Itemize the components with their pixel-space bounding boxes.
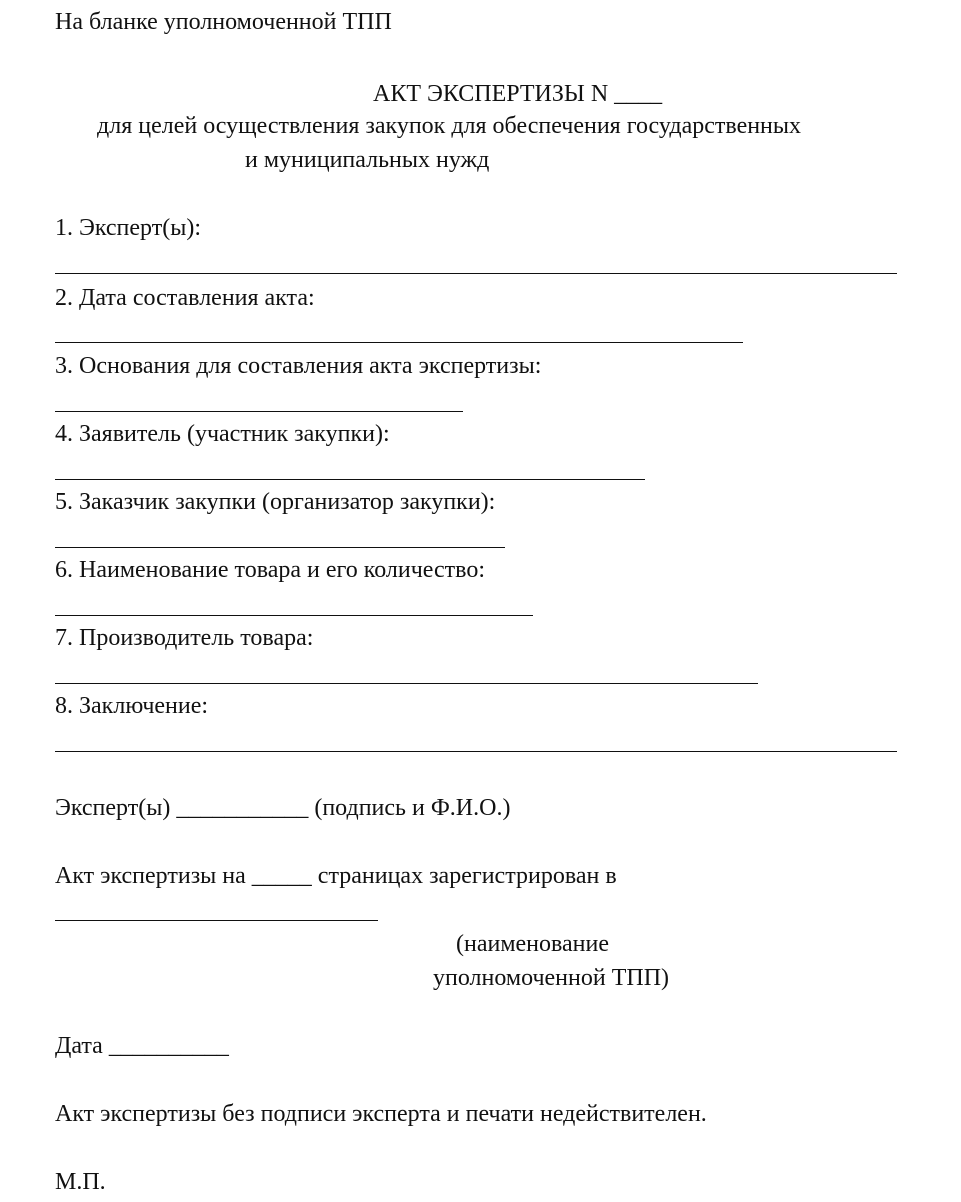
- field-goods-label: 6. Наименование товара и его количество:: [55, 557, 485, 583]
- field-applicant-blank-line: [55, 479, 645, 480]
- field-act-date-label: 2. Дата составления акта:: [55, 285, 315, 311]
- validity-note: Акт экспертизы без подписи эксперта и печати недействителен.: [55, 1101, 707, 1127]
- registration-pages-blank: _____: [251, 863, 312, 889]
- field-manufacturer-blank-line: [55, 683, 758, 684]
- field-experts-blank-line: [55, 273, 897, 274]
- letterhead-note: На бланке уполномоченной ТПП: [55, 9, 392, 35]
- field-grounds-label: 3. Основания для составления акта экспертизы:: [55, 353, 542, 379]
- registration-org-caption-line-2: уполномоченной ТПП): [433, 965, 670, 991]
- field-grounds-blank-line: [55, 411, 463, 412]
- signature-label: Эксперт(ы): [55, 795, 171, 821]
- field-conclusion-blank-line: [55, 751, 897, 752]
- field-conclusion-label: 8. Заключение:: [55, 693, 209, 719]
- signature-caption: (подпись и Ф.И.О.): [314, 795, 511, 821]
- signature-line: [55, 794, 510, 822]
- date-blank: __________: [108, 1033, 229, 1059]
- seal-place-mark: М.П.: [55, 1169, 106, 1195]
- date-line: [55, 1032, 229, 1060]
- registration-suffix: страницах зарегистрирован в: [317, 863, 617, 889]
- registration-org-blank-line: [55, 920, 378, 921]
- field-manufacturer-label: 7. Производитель товара:: [55, 625, 314, 651]
- field-goods-blank-line: [55, 615, 533, 616]
- document-title: АКТ ЭКСПЕРТИЗЫ N ____: [373, 81, 663, 107]
- document-subtitle-line-2: и муниципальных нужд: [245, 147, 490, 173]
- registration-org-caption-line-1: (наименование: [456, 931, 610, 957]
- registration-line: [55, 862, 617, 890]
- field-experts-label: 1. Эксперт(ы):: [55, 215, 202, 241]
- date-label: Дата: [55, 1033, 103, 1059]
- document-subtitle-line-1: для целей осуществления закупок для обеспечения государственных: [97, 113, 802, 139]
- field-customer-label: 5. Заказчик закупки (организатор закупки):: [55, 489, 496, 515]
- registration-prefix: Акт экспертизы на: [55, 863, 246, 889]
- field-applicant-label: 4. Заявитель (участник закупки):: [55, 421, 390, 447]
- signature-blank: ___________: [176, 795, 309, 821]
- field-act-date-blank-line: [55, 342, 743, 343]
- field-customer-blank-line: [55, 547, 505, 548]
